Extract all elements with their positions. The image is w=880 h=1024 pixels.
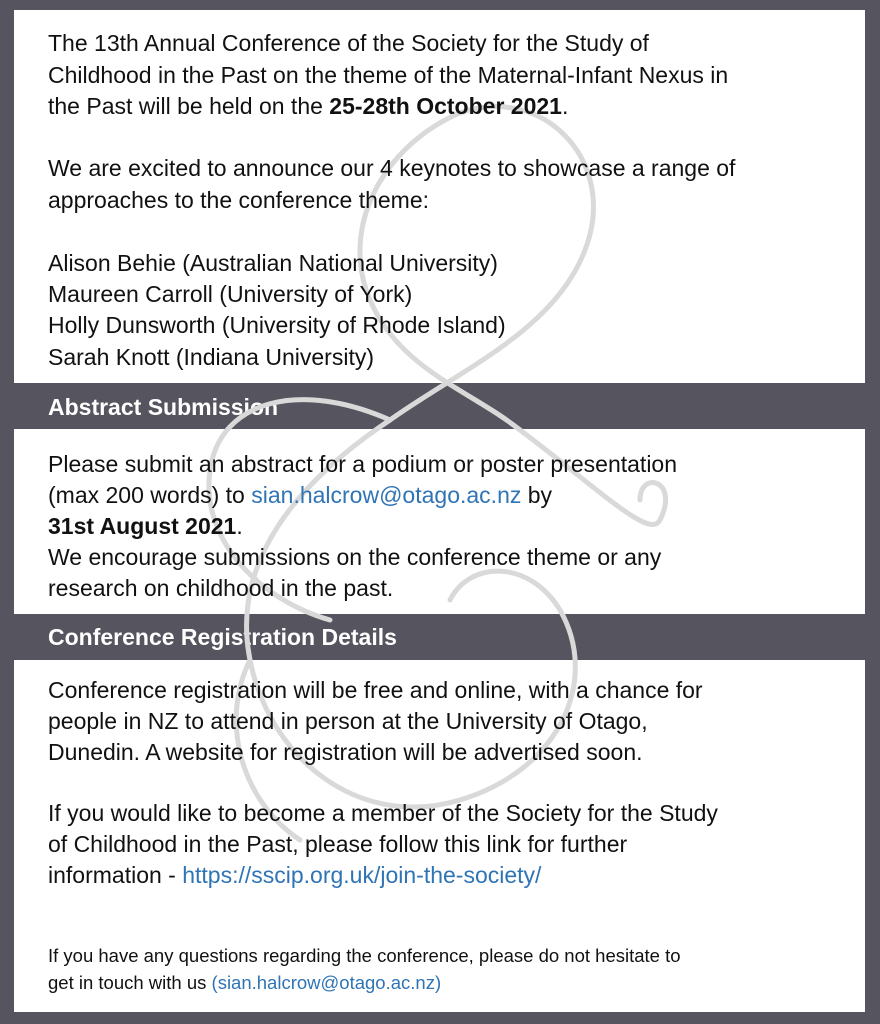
- keynote-item: Holly Dunsworth (University of Rhode Island): [48, 312, 506, 338]
- abstract-header: [14, 384, 865, 428]
- keynote-intro-1: We are excited to announce our 4 keynotes to showcase a range of: [48, 155, 736, 181]
- member-line-2: of Childhood in the Past, please follow this link for further: [48, 831, 628, 857]
- intro-line-1: The 13th Annual Conference of the Society for the Study of: [48, 30, 649, 56]
- conference-dates: 25-28th October 2021: [329, 93, 562, 119]
- abstract-line-2-text: (max 200 words) to: [48, 482, 252, 508]
- keynote-intro-2: approaches to the conference theme:: [48, 187, 430, 213]
- contact-close-paren: ): [434, 972, 442, 993]
- intro-line-2: Childhood in the Past on the theme of the Maternal-Infant Nexus in: [48, 62, 729, 88]
- join-society-link[interactable]: https://sscip.org.uk/join-the-society/: [182, 862, 542, 888]
- registration-heading: Conference Registration Details: [48, 624, 397, 650]
- abstract-line-4: We encourage submissions on the conference theme or any: [48, 544, 662, 570]
- abstract-email-link[interactable]: sian.halcrow@otago.ac.nz: [251, 482, 522, 508]
- member-line-3-text: information -: [48, 862, 183, 888]
- intro-line-3-text: the Past will be held on the: [48, 93, 330, 119]
- contact-line-1: If you have any questions regarding the conference, please do not hesitate to: [48, 945, 681, 966]
- registration-line-2: people in NZ to attend in person at the University of Otago,: [48, 708, 648, 734]
- abstract-heading: Abstract Submission: [48, 394, 279, 420]
- contact-line-2: [48, 969, 441, 997]
- keynote-item: Alison Behie (Australian National University): [48, 250, 498, 276]
- abstract-line-2-end: by: [521, 482, 553, 508]
- abstract-line-5: research on childhood in the past.: [48, 575, 394, 601]
- member-line-3: [48, 859, 541, 891]
- member-line-1: If you would like to become a member of the Society for the Study: [48, 800, 718, 826]
- registration-line-3: Dunedin. A website for registration will be advertised soon.: [48, 739, 643, 765]
- intro-line-3-end: .: [561, 93, 569, 119]
- abstract-line-1: Please submit an abstract for a podium or poster presentation: [48, 451, 678, 477]
- keynote-item: Maureen Carroll (University of York): [48, 281, 413, 307]
- abstract-deadline: 31st August 2021: [48, 513, 237, 539]
- contact-email-link[interactable]: sian.halcrow@otago.ac.nz: [217, 972, 435, 993]
- contact-open-paren: (: [211, 972, 218, 993]
- keynote-item: Sarah Knott (Indiana University): [48, 344, 374, 370]
- abstract-deadline-end: .: [236, 513, 243, 539]
- abstract-deadline-line: [48, 510, 243, 542]
- intro-line-3: [48, 90, 568, 122]
- contact-line-2-text: get in touch with us: [48, 972, 212, 993]
- registration-header: [14, 615, 865, 659]
- abstract-line-2: [48, 479, 552, 511]
- registration-line-1: Conference registration will be free and online, with a chance for: [48, 677, 703, 703]
